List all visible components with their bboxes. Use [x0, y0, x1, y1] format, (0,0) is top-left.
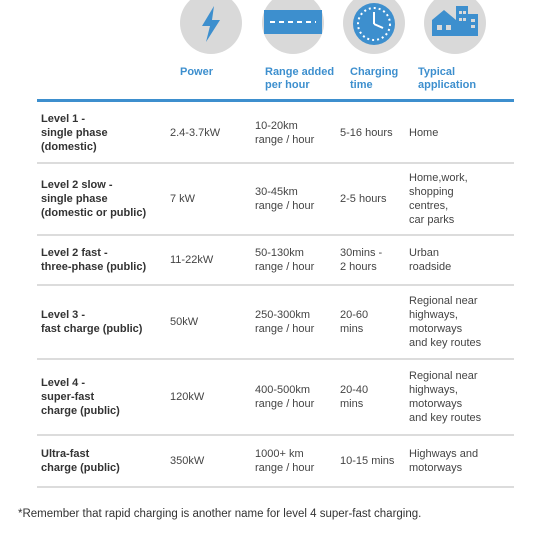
- level-cell: Level 2 slow - single phase (domestic or public): [41, 179, 147, 219]
- time-cell: 20-60 mins: [340, 309, 369, 335]
- header-power: Power: [180, 66, 214, 78]
- power-cell: 120kW: [170, 391, 205, 403]
- range-cell: 50-130km range / hour: [255, 247, 315, 273]
- buildings-icon: [424, 0, 486, 54]
- header-typical-application: Typical application: [418, 66, 477, 91]
- application-cell: Home: [409, 127, 439, 139]
- charging-levels-table: [37, 104, 514, 488]
- table-row: [37, 360, 514, 436]
- power-cell: 2.4-3.7kW: [170, 127, 221, 139]
- battery-range-icon: [262, 0, 324, 54]
- range-cell: 250-300km range / hour: [255, 309, 315, 335]
- clock-icon: [343, 0, 405, 54]
- range-cell: 30-45km range / hour: [255, 186, 315, 212]
- power-cell: 350kW: [170, 455, 205, 467]
- footnote: *Remember that rapid charging is another name for level 4 super-fast charging.: [18, 508, 422, 520]
- lightning-bolt-icon: [180, 0, 242, 54]
- application-cell: Highways and motorways: [409, 448, 479, 474]
- table-row: [37, 286, 514, 360]
- time-cell: 30mins - 2 hours: [340, 247, 383, 273]
- range-cell: 400-500km range / hour: [255, 384, 315, 410]
- level-cell: Level 3 - fast charge (public): [41, 309, 143, 335]
- application-cell: Regional near highways, motorways and key routes: [409, 370, 482, 424]
- application-cell: Home,work, shopping centres, car parks: [409, 172, 468, 226]
- power-cell: 11-22kW: [170, 254, 214, 266]
- time-cell: 20-40 mins: [340, 384, 369, 410]
- level-cell: Level 1 - single phase (domestic): [41, 113, 108, 153]
- header-range: Range added per hour: [265, 66, 335, 91]
- table-row: [37, 164, 514, 236]
- table-row: [37, 104, 514, 164]
- level-cell: Ultra-fast charge (public): [41, 448, 120, 474]
- table-header: [0, 66, 551, 96]
- application-cell: Regional near highways, motorways and key routes: [409, 295, 482, 349]
- table-row: [37, 436, 514, 488]
- level-cell: Level 4 - super-fast charge (public): [41, 377, 120, 417]
- header-charging-time: Charging time: [350, 66, 399, 91]
- time-cell: 5-16 hours: [340, 127, 393, 139]
- table-row: [37, 236, 514, 286]
- header-icons: [0, 0, 551, 58]
- header-divider: [37, 99, 514, 102]
- power-cell: 7 kW: [170, 193, 196, 205]
- power-cell: 50kW: [170, 316, 199, 328]
- application-cell: Urban roadside: [409, 247, 452, 273]
- range-cell: 10-20km range / hour: [255, 120, 315, 146]
- time-cell: 2-5 hours: [340, 193, 387, 205]
- level-cell: Level 2 fast - three-phase (public): [41, 247, 147, 273]
- time-cell: 10-15 mins: [340, 455, 395, 467]
- range-cell: 1000+ km range / hour: [255, 448, 315, 474]
